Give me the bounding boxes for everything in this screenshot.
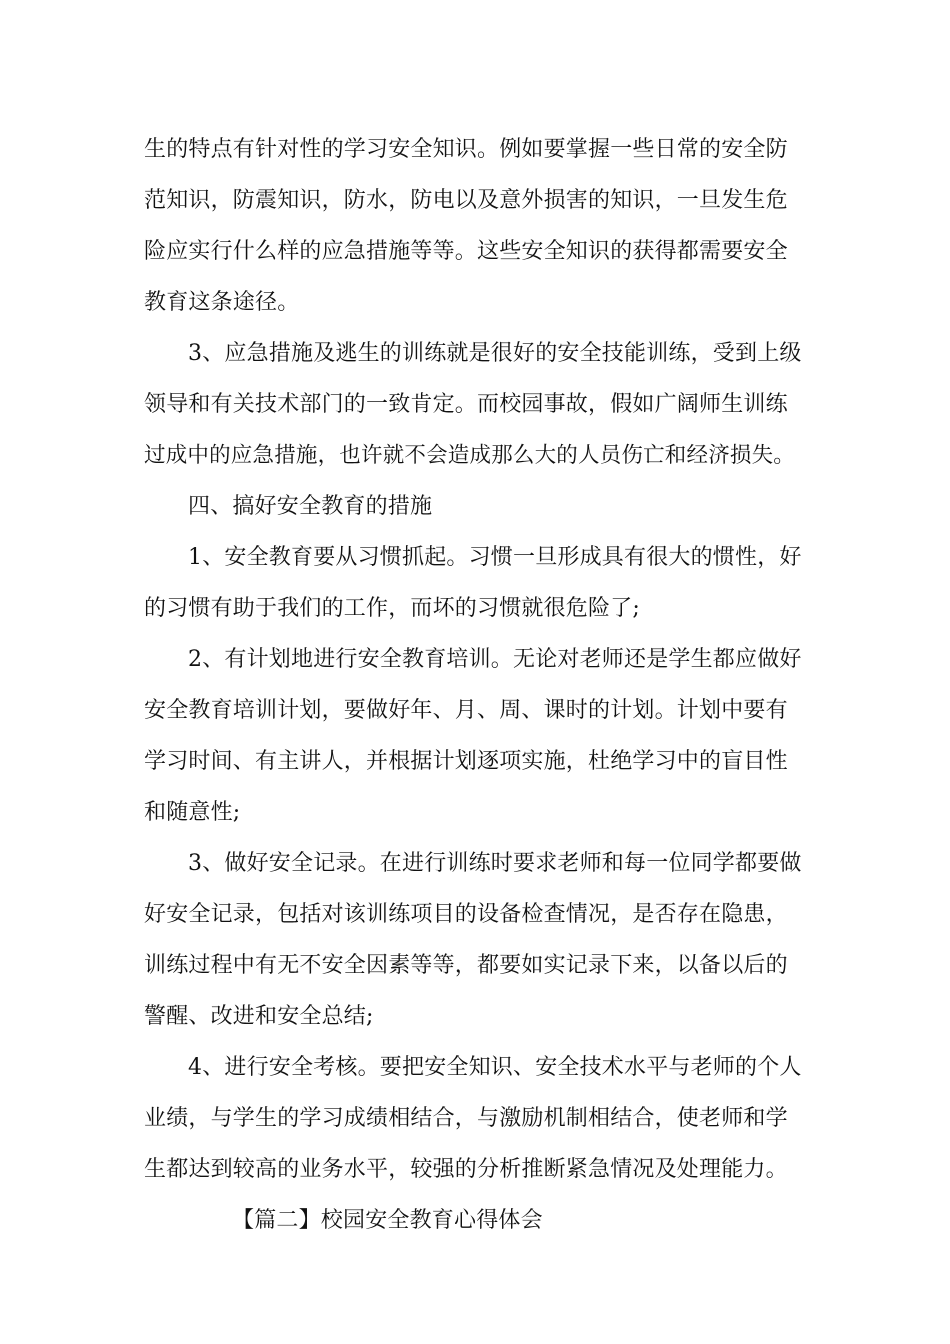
section-heading: 四、搞好安全教育的措施 (188, 494, 433, 519)
body-text-line: 训练过程中有无不安全因素等等，都要如实记录下来，以备以后的 (144, 953, 788, 978)
paragraph-first-line: 3、应急措施及逃生的训练就是很好的安全技能训练，受到上级 (188, 341, 802, 366)
body-text-line: 警醒、改进和安全总结; (144, 1004, 374, 1029)
body-text-line: 业绩，与学生的学习成绩相结合，与激励机制相结合，使老师和学 (144, 1106, 788, 1131)
body-text-line: 学习时间、有主讲人，并根据计划逐项实施，杜绝学习中的盲目性 (144, 749, 788, 774)
paragraph-first-line: 1、安全教育要从习惯抓起。习惯一旦形成具有很大的惯性，好 (188, 545, 802, 570)
body-text-line: 险应实行什么样的应急措施等等。这些安全知识的获得都需要安全 (144, 239, 788, 264)
paragraph-first-line: 4、进行安全考核。要把安全知识、安全技术水平与老师的个人 (188, 1055, 802, 1080)
body-text-line: 生都达到较高的业务水平，较强的分析推断紧急情况及处理能力。 (144, 1157, 788, 1182)
paragraph-first-line: 3、做好安全记录。在进行训练时要求老师和每一位同学都要做 (188, 851, 802, 876)
body-text-line: 生的特点有针对性的学习安全知识。例如要掌握一些日常的安全防 (144, 137, 788, 162)
body-text-line: 范知识，防震知识，防水，防电以及意外损害的知识，一旦发生危 (144, 188, 788, 213)
body-text-line: 教育这条途径。 (144, 290, 300, 315)
body-text-line: 的习惯有助于我们的工作，而坏的习惯就很危险了; (144, 596, 641, 621)
body-text-line: 过成中的应急措施，也许就不会造成那么大的人员伤亡和经济损失。 (144, 443, 796, 468)
body-text-line: 好安全记录，包括对该训练项目的设备检查情况，是否存在隐患， (144, 902, 788, 927)
body-text-line: 安全教育培训计划，要做好年、月、周、课时的计划。计划中要有 (144, 698, 788, 723)
body-text-line: 和随意性; (144, 800, 241, 825)
body-text-line: 领导和有关技术部门的一致肯定。而校园事故，假如广阔师生训练 (144, 392, 788, 417)
paragraph-first-line: 2、有计划地进行安全教育培训。无论对老师还是学生都应做好 (188, 647, 802, 672)
article-heading: 【篇二】校园安全教育心得体会 (232, 1208, 543, 1233)
